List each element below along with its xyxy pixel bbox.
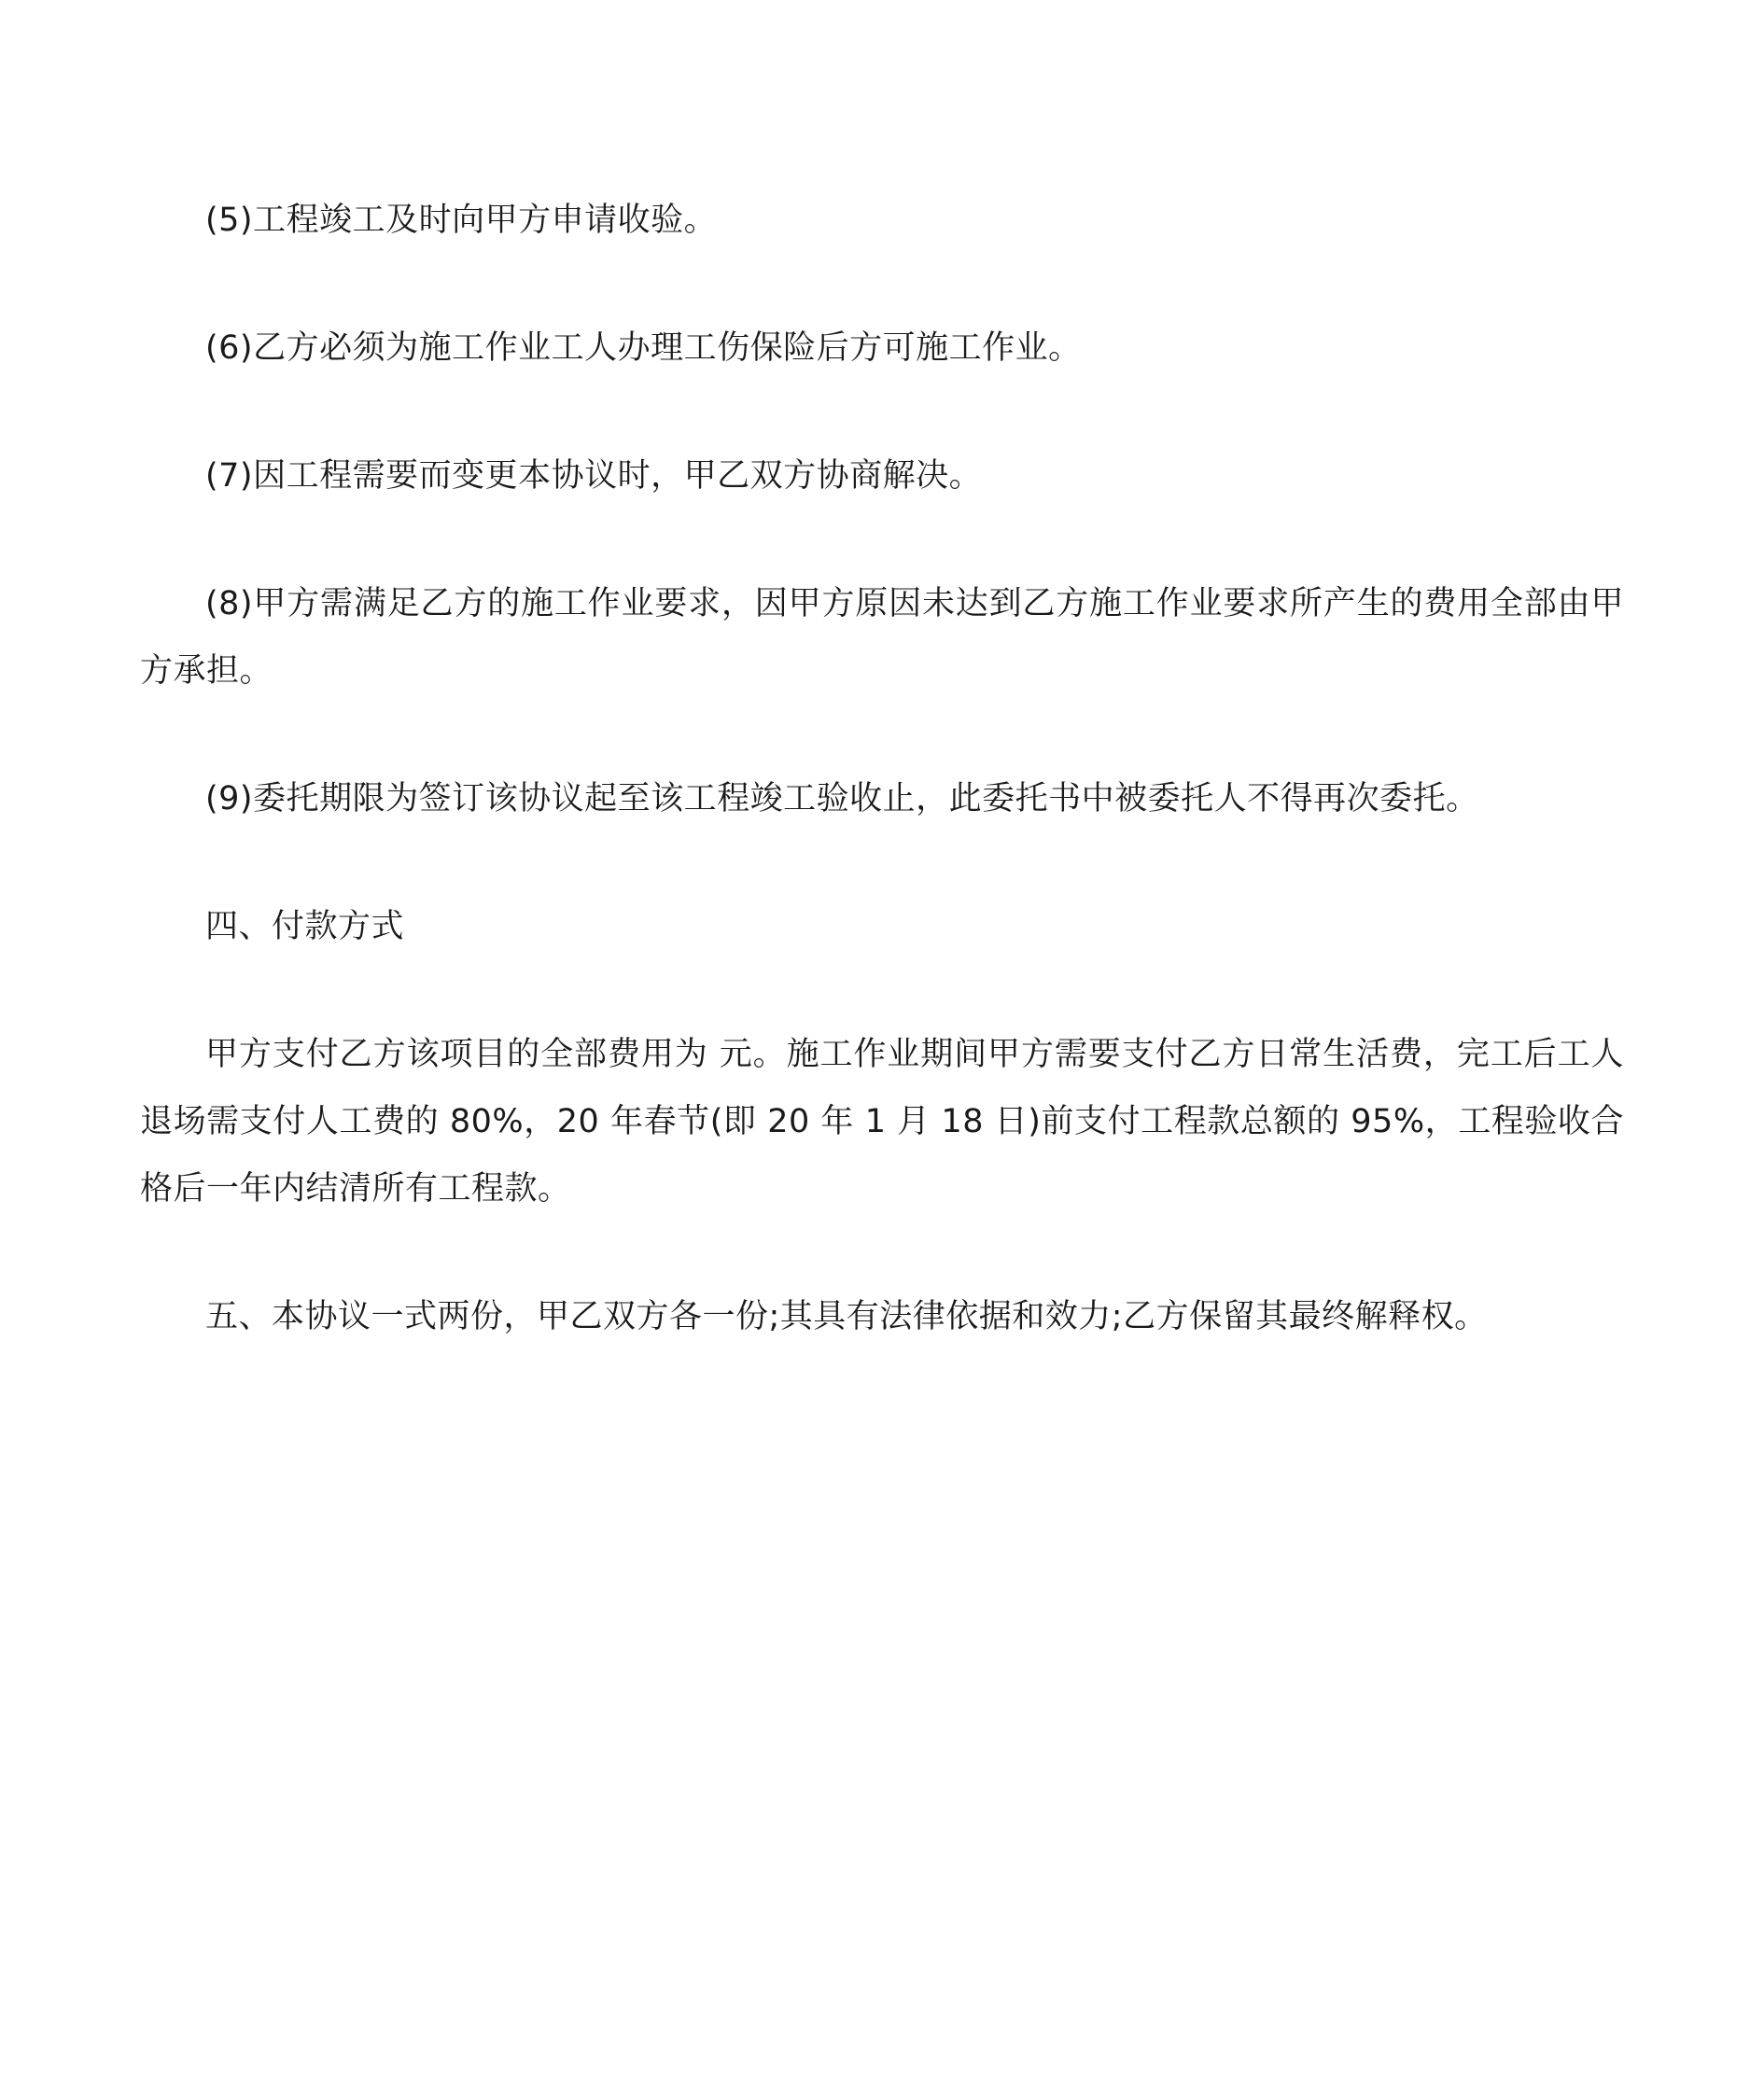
section-five-copies: 五、本协议一式两份，甲乙双方各一份;其具有法律依据和效力;乙方保留其最终解释权。 [205, 1298, 1488, 1335]
section-heading-payment: 四、付款方式 [205, 908, 405, 945]
document-body [140, 187, 1624, 1411]
clause-6: (6)乙方必须为施工作业工人办理工伤保险后方可施工作业。 [205, 329, 1082, 367]
clause-5: (5)工程竣工及时向甲方申请收验。 [205, 202, 718, 239]
clause-8: (8)甲方需满足乙方的施工作业要求，因甲方原因未达到乙方施工作业要求所产生的费用全部由甲方承担。 [140, 585, 1624, 690]
clause-9: (9)委托期限为签订该协议起至该工程竣工验收止，此委托书中被委托人不得再次委托。 [205, 780, 1479, 817]
payment-terms: 甲方支付乙方该项目的全部费用为 元。施工作业期间甲方需要支付乙方日常生活费，完工后工人退场需支付人工费的 80%，20 年春节(即 20 年 1 月 18 日)前支付工程款总额的 95%，工程验收合格后一年内结清所有工程款。 [140, 1036, 1624, 1208]
clause-7: (7)因工程需要而变更本协议时，甲乙双方协商解决。 [205, 457, 983, 495]
